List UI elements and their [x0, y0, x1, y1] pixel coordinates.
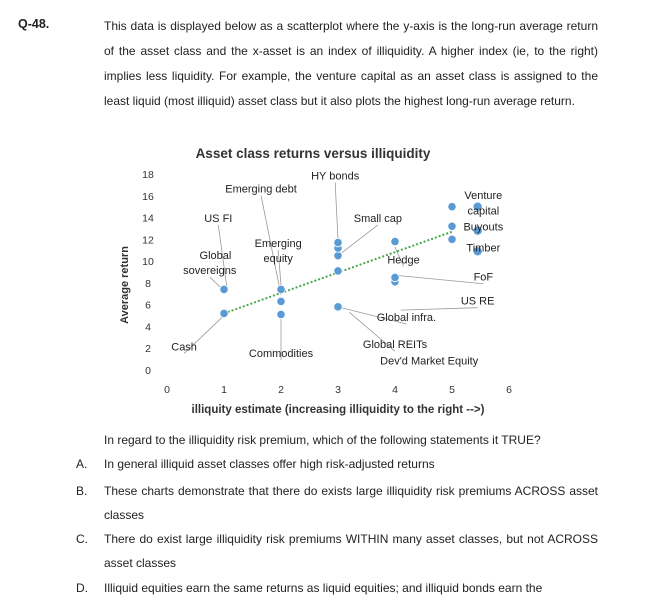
annotation-label: Buyouts: [463, 221, 504, 234]
data-point: [220, 285, 228, 293]
option-d-text: Illiquid equities earn the same returns as liquid equities; and illiquid bonds earn the: [104, 581, 543, 595]
y-tick-label: 14: [142, 212, 154, 225]
option-c-letter: C.: [76, 532, 88, 546]
data-point: [391, 273, 399, 281]
data-point: [277, 285, 285, 293]
data-point: [334, 238, 342, 246]
leader-line: [335, 182, 338, 239]
annotation-label: HY bonds: [311, 170, 360, 183]
data-point: [448, 222, 456, 230]
data-point: [334, 251, 342, 259]
annotation-label: Small cap: [353, 212, 403, 225]
leader-line: [395, 275, 483, 283]
option-a-text: In general illiquid asset classes offer high risk-adjusted returns: [104, 457, 435, 471]
x-tick-label: 4: [392, 384, 398, 396]
data-point: [334, 267, 342, 275]
annotation-label: Dev'd Market Equity: [380, 355, 479, 368]
x-tick-label: 1: [221, 384, 227, 396]
data-point: [448, 202, 456, 210]
chart-title: Asset class returns versus illiquidity: [195, 146, 431, 161]
data-point: [277, 310, 285, 318]
annotation-label: Global infra.: [376, 312, 437, 324]
annotation-label: Commodities: [248, 347, 314, 360]
x-axis-label: illiquity estimate (increasing illiquidity to the right -->): [191, 404, 485, 416]
option-a-letter: A.: [76, 457, 88, 471]
leader-line: [401, 308, 478, 310]
data-point: [391, 237, 399, 245]
data-point: [448, 235, 456, 243]
option-b-text: These charts demonstrate that there do exists large illiquidity risk premiums ACROSS asset classes: [104, 484, 598, 522]
y-tick-label: 6: [145, 299, 151, 312]
x-tick-label: 0: [164, 384, 170, 396]
y-tick-label: 8: [145, 277, 151, 290]
annotation-label: equity: [263, 253, 293, 266]
y-tick-label: 18: [142, 169, 154, 181]
annotation-label: Emerging: [254, 237, 302, 250]
annotation-label: Global REITs: [362, 339, 428, 352]
x-tick-label: 6: [506, 384, 512, 396]
x-tick-label: 2: [278, 384, 284, 396]
y-tick-label: 0: [145, 365, 151, 377]
y-tick-label: 4: [145, 321, 151, 334]
option-d-letter: D.: [76, 581, 88, 595]
annotation-label: Emerging debt: [225, 183, 297, 196]
y-axis-label: Average return: [119, 246, 131, 324]
y-tick-label: 2: [145, 343, 151, 356]
annotation-label: Global: [199, 249, 232, 262]
option-c-text: There do exist large illiquidity risk premiums WITHIN many asset classes, but not ACROSS asset classes: [104, 532, 598, 570]
question-number: Q-48.: [18, 17, 50, 31]
annotation-label: US RE: [460, 295, 495, 308]
y-tick-label: 10: [142, 256, 154, 269]
x-tick-label: 3: [335, 384, 341, 396]
question-prompt: In regard to the illiquidity risk premium, which of the following statements it TRUE?: [104, 433, 541, 447]
annotation-label: US FI: [204, 212, 233, 225]
annotation-label: FoF: [473, 271, 494, 284]
annotation-label: Cash: [171, 341, 197, 354]
data-point: [220, 309, 228, 317]
question-paragraph: This data is displayed below as a scatterplot where the y-axis is the long-run average return of the asset class and the x-asset is an index of illiquidity. A higher index (ie, to the right) implies less liquidity. For example, the venture capital as an asset class is assigned to the least liquid (most illiquid) asset class but it also plots the highest long-run average return.: [104, 19, 598, 108]
annotation-label: Hedge: [387, 254, 420, 267]
y-tick-label: 12: [142, 234, 154, 247]
x-tick-label: 5: [449, 384, 455, 396]
leader-line: [338, 225, 378, 256]
y-tick-label: 16: [142, 190, 154, 203]
annotation-label: Venture: [464, 190, 503, 203]
annotation-label: capital: [467, 205, 500, 218]
option-b-letter: B.: [76, 484, 88, 498]
annotation-label: Timber: [466, 242, 501, 255]
data-point: [334, 303, 342, 311]
data-point: [277, 297, 285, 305]
annotation-label: sovereigns: [183, 265, 237, 278]
